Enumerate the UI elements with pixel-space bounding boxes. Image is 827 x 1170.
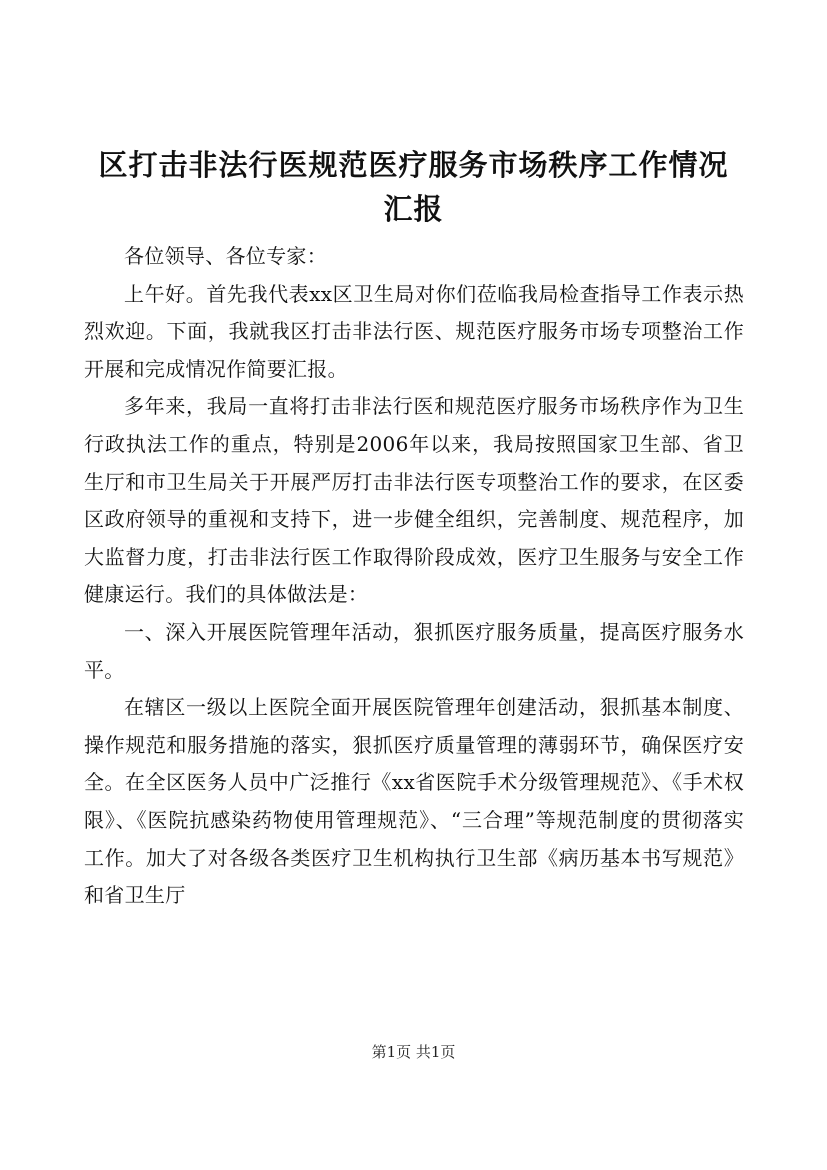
section-1-body-paragraph: 在辖区一级以上医院全面开展医院管理年创建活动，狠抓基本制度、操作规范和服务措施的落实，狠抓医疗质量管理的薄弱环节，确保医疗安全。在全区医务人员中广泛推行《xx省医院手术分级管理规范》、《手术权限》、《医院抗感染药物使用管理规范》、“三合理”等规范制度的贯彻落实工作。加大了对各级各类医疗卫生机构执行卫生部《病历基本书写规范》和省卫生厅	[84, 695, 744, 908]
page-footer: 第1页 共1页	[371, 1043, 456, 1061]
document-body	[84, 238, 744, 915]
section-heading-1: 一、深入开展医院管理年活动，狠抓医疗服务质量，提高医疗服务水平。	[84, 619, 744, 682]
overview-paragraph: 多年来，我局一直将打击非法行医和规范医疗服务市场秩序作为卫生行政执法工作的重点，特别是2006年以来，我局按照国家卫生部、省卫生厅和市卫生局关于开展严厉打击非法行医专项整治工作的要求，在区委区政府领导的重视和支持下，进一步健全组织，完善制度、规范程序，加大监督力度，打击非法行医工作取得阶段成效，医疗卫生服务与安全工作健康运行。我们的具体做法是：	[84, 394, 744, 607]
document-title: 区打击非法行医规范医疗服务市场秩序工作情况汇报	[98, 148, 729, 226]
salutation-paragraph: 各位领导、各位专家：	[124, 244, 327, 268]
greeting-paragraph: 上午好。首先我代表xx区卫生局对你们莅临我局检查指导工作表示热烈欢迎。下面，我就我区打击非法行医、规范医疗服务市场专项整治工作开展和完成情况作简要汇报。	[84, 281, 744, 381]
